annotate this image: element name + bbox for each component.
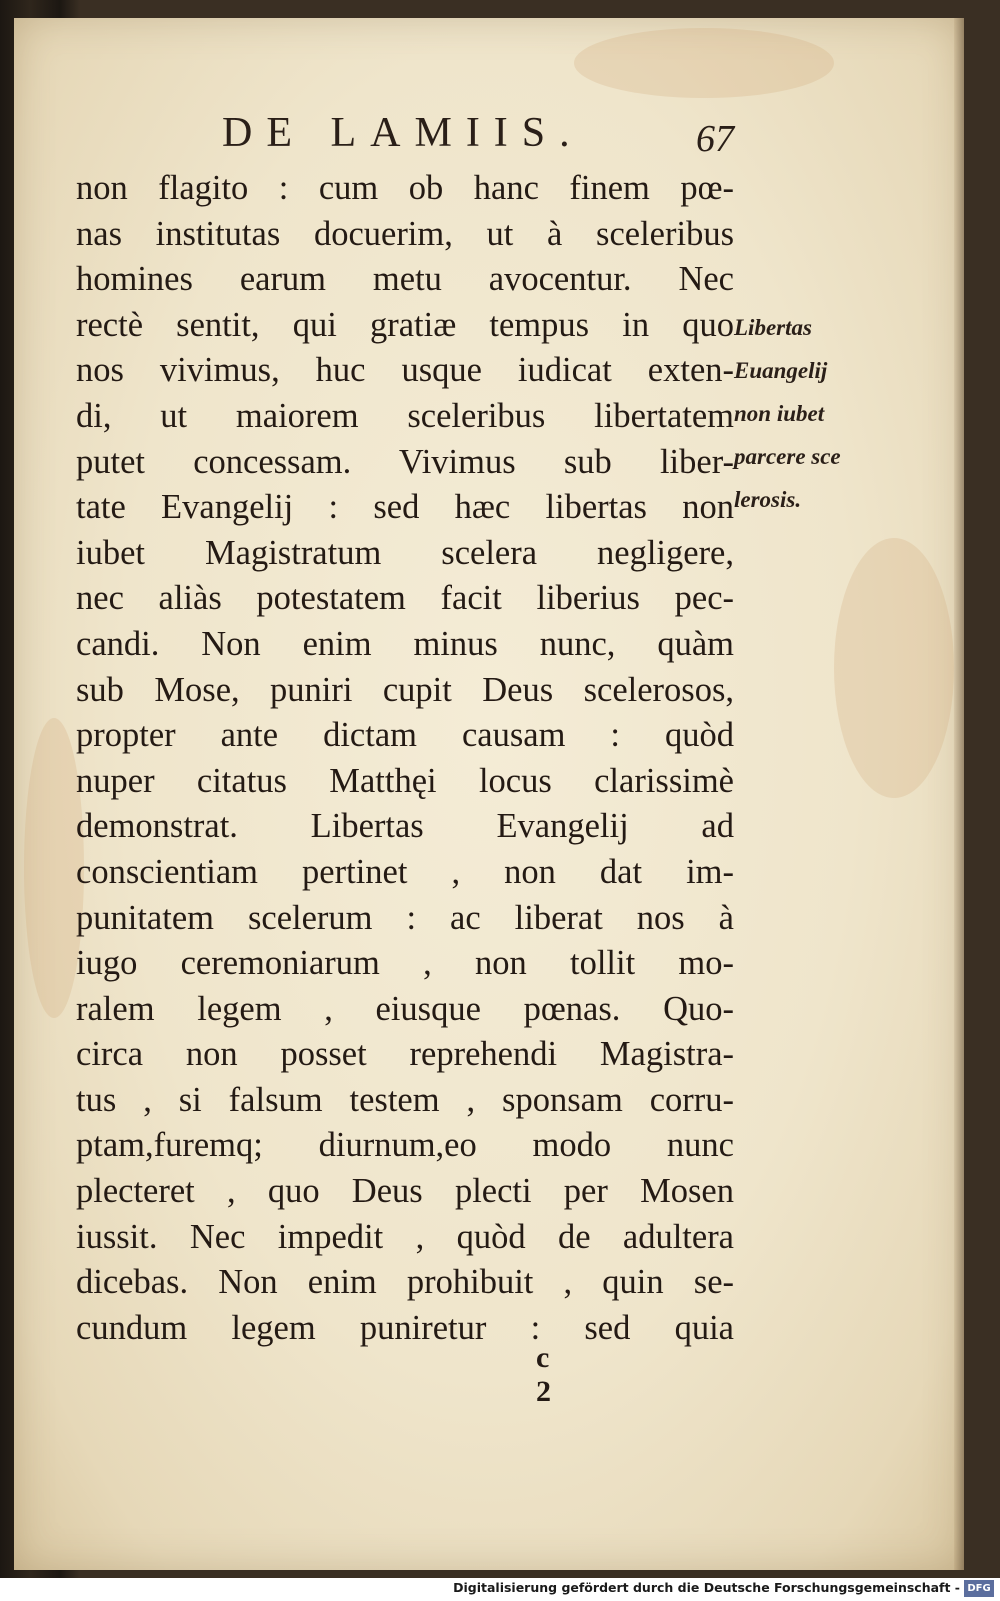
footer-bar	[0, 1578, 1000, 1601]
main-text-block	[76, 166, 734, 1351]
paper-stain	[834, 538, 954, 798]
text-line: iubet Magistratum scelera negligere,	[76, 533, 734, 572]
text-line: ptam,furemq; diurnum,eo modo nunc	[76, 1126, 734, 1165]
text-line: candi. Non enim minus nunc, quàm	[76, 624, 734, 663]
text-line: tate Evangelij : sed hæc libertas non	[76, 488, 734, 527]
text-line: nas institutas docuerim, ut à sceleribus	[76, 214, 734, 253]
page-edge	[954, 18, 964, 1570]
paper-stain	[574, 28, 834, 98]
text-line: tus , si falsum testem , sponsam corru-	[76, 1080, 734, 1119]
text-line: nos vivimus, huc usque iudicat exten-	[76, 351, 734, 390]
running-title: DE LAMIIS.	[222, 110, 584, 156]
text-line: propter ante dictam causam : quòd	[76, 716, 734, 755]
marginal-note-line: Libertas	[734, 315, 812, 340]
marginal-note-line: non iubet	[734, 401, 825, 426]
text-line: punitatem scelerum : ac liberat nos à	[76, 898, 734, 937]
text-line: rectè sentit, qui gratiæ tempus in quo	[76, 305, 734, 344]
text-line: nec aliàs potestatem facit liberius pec-	[76, 579, 734, 618]
text-line: cundum legem puniretur : sed quia	[76, 1308, 734, 1347]
text-line: sub Mose, puniri cupit Deus scelerosos,	[76, 670, 734, 709]
text-line: nuper citatus Matthęi locus clarissimè	[76, 761, 734, 800]
text-line: iussit. Nec impedit , quòd de adultera	[76, 1217, 734, 1256]
text-line: iugo ceremoniarum , non tollit mo-	[76, 944, 734, 983]
text-line: homines earum metu avocentur. Nec	[76, 260, 734, 299]
signature-mark: c 2	[536, 1341, 571, 1408]
marginal-note-line: Euangelij	[734, 358, 828, 383]
text-line: conscientiam pertinet , non dat im-	[76, 852, 734, 891]
text-line: demonstrat. Libertas Evangelij ad	[76, 807, 734, 846]
paper-stain	[24, 718, 84, 1018]
page-number: 67	[696, 118, 734, 160]
text-line: dicebas. Non enim prohibuit , quin se-	[76, 1263, 734, 1302]
marginal-note	[734, 306, 884, 521]
marginal-note-line: lerosis.	[734, 487, 802, 512]
text-line: plecteret , quo Deus plecti per Mosen	[76, 1172, 734, 1211]
text-line: ralem legem , eiusque pœnas. Quo-	[76, 989, 734, 1028]
digitization-credit: Digitalisierung gefördert durch die Deutsche Forschungsgemeinschaft -	[453, 1580, 960, 1595]
text-line: circa non posset reprehendi Magistra-	[76, 1035, 734, 1074]
text-line: putet concessam. Vivimus sub liber-	[76, 442, 734, 481]
text-line: non flagito : cum ob hanc finem pœ-	[76, 169, 734, 207]
text-line: di, ut maiorem sceleribus libertatem	[76, 396, 734, 435]
marginal-note-line: parcere sce	[734, 444, 841, 469]
page-header	[202, 105, 742, 165]
dfg-logo: DFG	[964, 1580, 994, 1597]
